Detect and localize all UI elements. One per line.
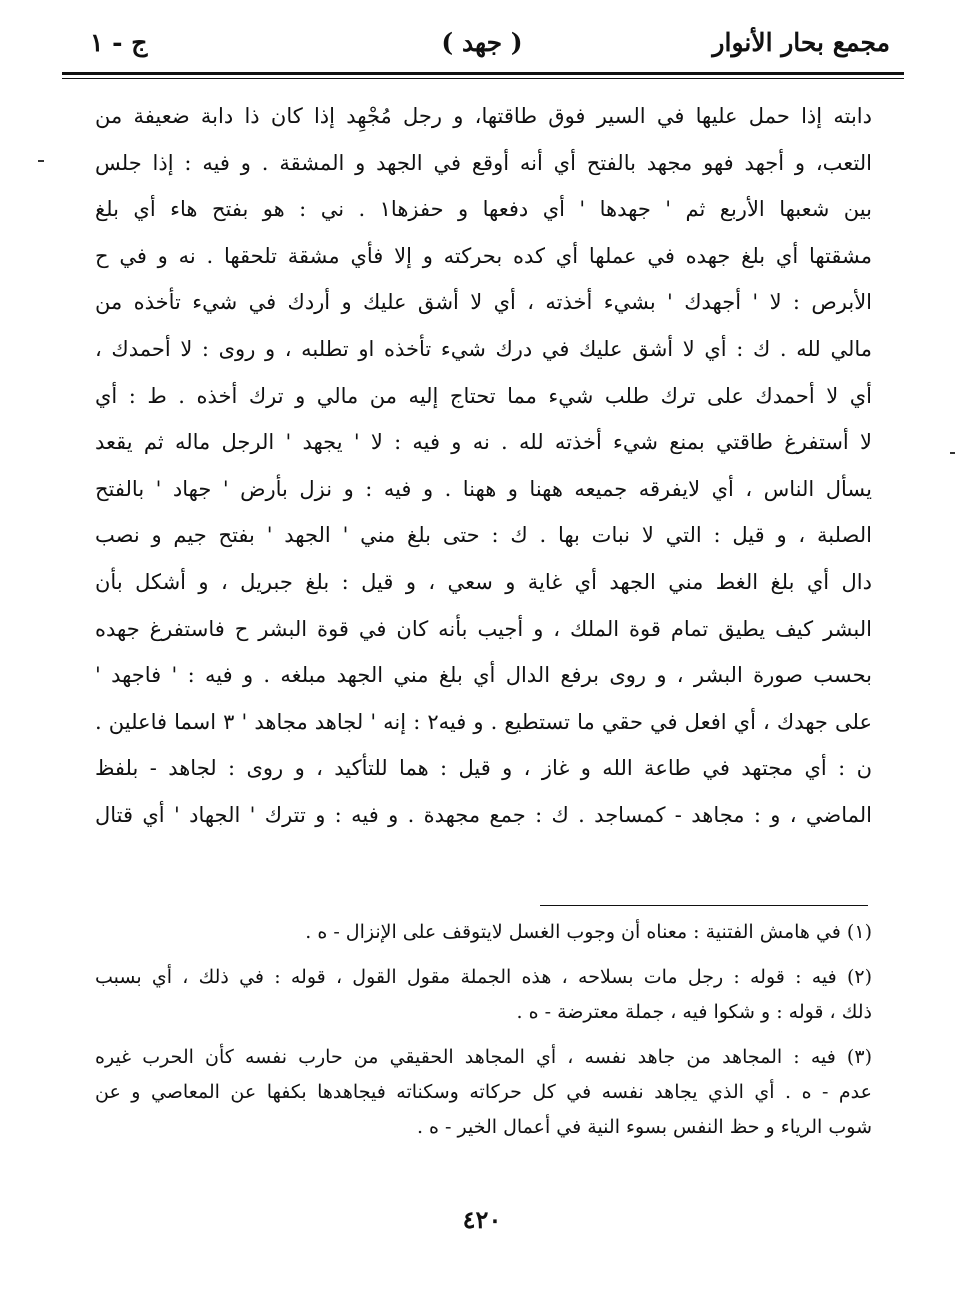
footnotes <box>95 915 872 1145</box>
text-line: يسأل الناس ، أي لايفرقه جميعه ههنا و ههنا . و فيه : و نزل بأرض ' جهاد ' بالفتح <box>95 476 872 501</box>
text-line: الصلبة ، و قيل : التي لا نبات بها . ك : حتى بلغ مني ' الجهد ' بفتح جيم و نصب <box>95 523 872 548</box>
footnote <box>95 1040 872 1145</box>
text-line: أي لا أحمدك على ترك طلب شيء مما تحتاج إليه من مالي و ترك أخذه . ط : أي <box>95 383 872 408</box>
footnote-line: ذلك ، قوله : و شكوا فيه ، جملة معترضة - ه . <box>516 1001 872 1023</box>
footnote-line: (٢) فيه : قوله : رجل مات بسلاحه ، هذه الجملة مقول القول ، قوله : في ذلك ، أي بسبب <box>95 966 872 988</box>
footnote <box>95 960 872 1030</box>
margin-mark <box>950 452 955 454</box>
text-line: دابته إذا حمل عليها في السير فوق طاقتها، و رجل مُجْهِد إذا كان ذا دابة ضعيفة من <box>95 104 872 128</box>
main-text <box>95 93 872 839</box>
footnote-line: عدم - ه . أي الذي يجاهد نفسه في كل حركاته وسكناته فيجاهدها بكفها عن المعاصي و عن <box>95 1081 872 1103</box>
footnote-gap <box>95 1030 872 1040</box>
footnote <box>95 915 872 950</box>
text-line: لا أستفرغ طاقتي بمنع شيء أخذته لله . نه و فيه : لا ' يجهد ' الرجل ماله ثم يقعد <box>95 430 872 455</box>
header-rule-thick <box>62 72 904 75</box>
footnote-separator <box>540 905 868 906</box>
text-line: مشقتها أي بلغ جهده في عملها أي كده بحركته و إلا فأي مشقة تلحقها . نه و في ح <box>95 243 872 268</box>
text-line: الماضي ، و : مجاهد - كمساجد . ك : جمع مجهدة . و فيه : و تترك ' الجهاد ' أي قتال <box>95 802 872 827</box>
text-line: الأبرص : لا ' أجهدك ' بشيء أخذته ، أي لا أشق عليك و أردك في شيء تأخذه من <box>95 290 872 315</box>
text-line: مالي لله . ك : أي لا أشق عليك في درك شيء تأخذه او تطلبه ، و روى : لا أحمدك ، <box>95 336 872 361</box>
page-number: ٤٢٠ <box>462 1205 502 1234</box>
text-line: على جهدك ، أي افعل في حقي ما تستطيع . و فيه٢ : إنه ' لجاهد مجاهد ' ٣ اسما فاعلين . <box>95 709 872 734</box>
footnote-gap <box>95 950 872 960</box>
running-header <box>60 18 904 68</box>
footnote-line: شوب الرياء و حظ النفس بسوء النية في أعمال الخير - ه . <box>416 1116 872 1138</box>
entry-word: ( جهد ) <box>441 28 523 57</box>
margin-mark <box>38 160 44 162</box>
book-title: مجمع بحار الأنوار <box>712 28 890 57</box>
volume-number: ج - ١ <box>90 28 148 57</box>
header-rule-thin <box>62 78 904 79</box>
text-line: بين شعبها الأربع ثم ' جهدها ' أي دفعها و حفزها١ . ني : هو بفتح هاء أي بلغ <box>95 197 872 222</box>
text-line: بحسب صورة البشر ، و روى برفع الدال أي بلغ مني الجهد مبلغه . و فيه : ' فاجهد ' <box>95 663 872 688</box>
footnote-line: (٣) فيه : المجاهد من جاهد نفسه ، أي المجاهد الحقيقي من حارب نفسه كأن الحرب غيره <box>95 1046 872 1068</box>
text-line: دال أي بلغ الغط مني الجهد أي غاية و سعي ، و قيل : بلغ جبريل ، و أشكل بأن <box>95 569 872 594</box>
footnote-line: (١) في هامش الفتنية : معناه أن وجوب الغسل لايتوقف على الإنزال - ه . <box>305 921 872 943</box>
text-line: التعب، و أجهد فهو مجهد بالفتح أي أنه أوقع في الجهد و المشقة . و فيه : إذا جلس <box>95 150 872 175</box>
text-line: ن : أي مجتهد في طاعة الله و غاز ، و قيل : هما للتأكيد ، و روى : لجاهد - بلفظ <box>95 756 872 781</box>
text-line: البشر كيف يطيق تمام قوة الملك ، و أجيب بأنه كان في قوة البشر ح فاستفرغ جهده <box>95 616 872 641</box>
